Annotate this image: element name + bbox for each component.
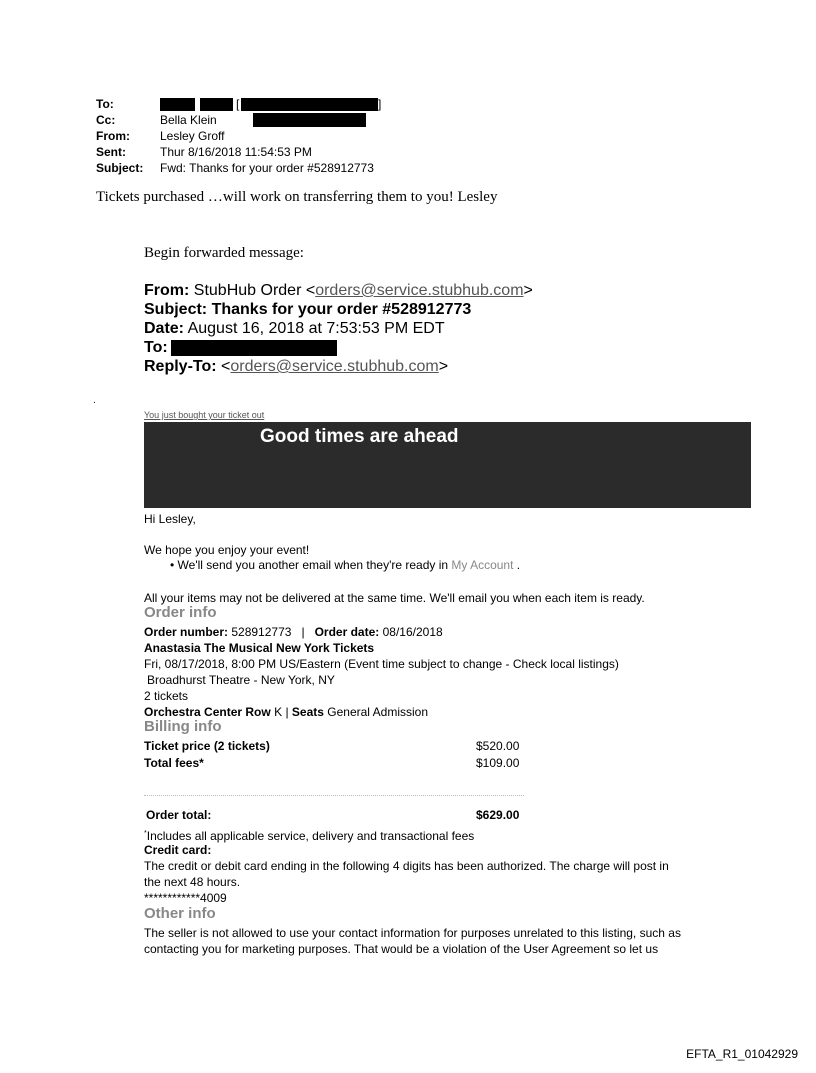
ticket-price-label: Ticket price (2 tickets) [144, 739, 270, 753]
redaction-bar [241, 98, 378, 111]
sender-note: Tickets purchased …will work on transferring them to you! Lesley [96, 189, 498, 205]
order-separator: | [301, 625, 305, 639]
redaction-bar [200, 98, 233, 111]
fwd-date-row [144, 319, 533, 338]
fwd-replyto-email-link[interactable]: orders@service.stubhub.com [230, 358, 439, 375]
delivery-note: All your items may not be delivered at the same time. We'll email you when each item is ready. [144, 591, 645, 605]
total-divider [144, 795, 524, 796]
bullet-item [170, 557, 520, 573]
fees-row [144, 755, 544, 771]
fwd-from-label: From: [144, 282, 190, 299]
ticket-price-row [144, 738, 544, 754]
fwd-replyto-label: Reply-To: [144, 358, 217, 375]
order-number-row [144, 624, 443, 640]
ticket-price-amount: $520.00 [476, 739, 520, 753]
credit-card-label: Credit card: [144, 843, 212, 857]
fwd-to-label: To: [144, 339, 168, 356]
fwd-from-name: StubHub Order < [193, 282, 316, 299]
redaction-bar [171, 340, 337, 356]
greeting: Hi Lesley, [144, 512, 196, 526]
section-name: Orchestra Center [144, 705, 243, 719]
row-value: K [274, 705, 283, 719]
bullet-end: . [516, 558, 521, 572]
hero-banner [144, 422, 751, 508]
bullet-dot: • [170, 558, 175, 572]
fwd-to-row [144, 338, 533, 357]
cc-value: Bella Klein [160, 113, 217, 127]
order-number: 528912773 [231, 625, 292, 639]
fwd-subject-row [144, 300, 533, 319]
other-info-heading: Other info [144, 905, 216, 922]
subject-value: Fwd: Thanks for your order #528912773 [160, 161, 374, 175]
redaction-bar [160, 98, 195, 111]
cc-label: Cc: [96, 113, 116, 127]
order-total-label: Order total: [146, 808, 212, 822]
order-total-amount: $629.00 [476, 808, 520, 822]
to-bracket-open: [ [236, 97, 240, 111]
order-date-label: Order date: [314, 625, 380, 639]
to-label: To: [96, 97, 114, 111]
order-info-heading: Order info [144, 604, 217, 621]
fees-note-text: Includes all applicable service, delivery and transactional fees [146, 829, 475, 843]
fees-note-mark: * [144, 830, 147, 837]
order-number-label: Order number: [144, 625, 229, 639]
document-id: EFTA_R1_01042929 [686, 1047, 798, 1061]
fwd-replyto-row [144, 357, 533, 376]
my-account-link[interactable]: My Account [451, 558, 514, 572]
venue: Broadhurst Theatre - New York, NY [147, 673, 335, 687]
billing-info-heading: Billing info [144, 718, 222, 735]
from-value: Lesley Groff [160, 129, 225, 143]
fwd-from-row [144, 281, 533, 300]
row-label: Row [245, 705, 271, 719]
enjoy-text: We hope you enjoy your event! [144, 543, 310, 557]
sent-value: Thur 8/16/2018 11:54:53 PM [160, 145, 312, 159]
event-time: Fri, 08/17/2018, 8:00 PM US/Eastern (Event time subject to change - Check local listings) [144, 657, 619, 671]
fees-label: Total fees* [144, 756, 204, 770]
fwd-date-value: August 16, 2018 at 7:53:53 PM EDT [187, 320, 445, 337]
seats-value: General Admission [327, 705, 428, 719]
event-title: Anastasia The Musical New York Tickets [144, 641, 375, 655]
fwd-from-email-link[interactable]: orders@service.stubhub.com [315, 282, 524, 299]
from-label: From: [96, 129, 130, 143]
card-auth-line2: the next 48 hours. [144, 875, 241, 889]
fwd-subject-value: Thanks for your order #528912773 [211, 301, 472, 318]
seats-label: Seats [291, 705, 324, 719]
sent-label: Sent: [96, 145, 126, 159]
stray-mark: . [93, 395, 96, 406]
subject-label: Subject: [96, 161, 144, 175]
order-total-row [146, 807, 546, 823]
fwd-replyto-open: < [221, 358, 231, 375]
order-date: 08/16/2018 [382, 625, 443, 639]
forward-intro: Begin forwarded message: [144, 245, 304, 261]
card-auth-line1: The credit or debit card ending in the following 4 digits has been authorized. The charge will post in [144, 859, 669, 873]
card-digits: ************4009 [144, 891, 227, 905]
banner-title: Good times are ahead [260, 426, 459, 447]
redaction-bar [253, 113, 366, 127]
fwd-date-label: Date: [144, 320, 185, 337]
other-info-line1: The seller is not allowed to use your contact information for purposes unrelated to this listing, such as [144, 926, 681, 940]
fwd-subject-label: Subject: [144, 301, 208, 318]
bullet-text: We'll send you another email when they're ready in [177, 558, 449, 572]
other-info-line2: contacting you for marketing purposes. That would be a violation of the User Agreement so let us [144, 942, 659, 956]
to-bracket-close: ] [378, 97, 382, 111]
fwd-from-close: > [523, 282, 533, 299]
fees-amount: $109.00 [476, 756, 520, 770]
ticket-count: 2 tickets [144, 689, 189, 703]
forwarded-header [144, 281, 533, 376]
preheader-text: You just bought your ticket out [144, 410, 265, 420]
fwd-replyto-close: > [438, 358, 449, 375]
seats-separator: | [285, 705, 289, 719]
